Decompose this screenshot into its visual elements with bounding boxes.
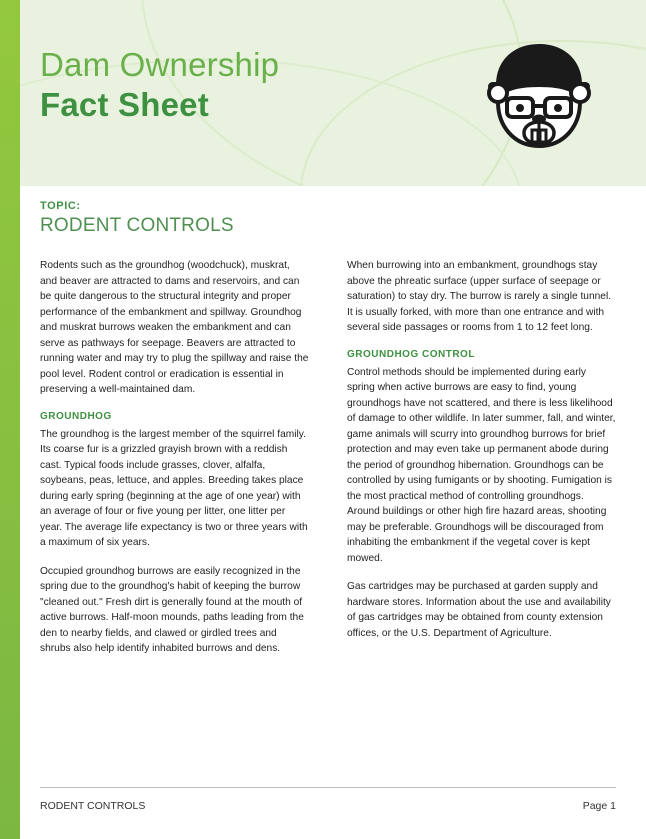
body-columns: [40, 258, 616, 670]
footer-topic-label: RODENT CONTROLS: [40, 800, 146, 812]
paragraph: The groundhog is the largest member of the squirrel family. Its coarse fur is a grizzled grayish brown with a reddish cast. Typical foods include grasses, clover, alfalfa, soybeans, peas, lettuce, and apples. Breeding takes place during early spring (beginning at the age of one year) with an average of four or five young per litter, one litter per year. The average life expectancy is two or three years with a maximum of six years.: [40, 428, 308, 548]
paragraph: Control methods should be implemented during early spring when active burrows are easy to find, young groundhogs have not scattered, and there is less likelihood of damage to other wildlife. In later summer, fall, and winter, game animals will scurry into groundhog burrows for brief protection and may even take up permanent abode during the period of groundhog hibernation. Groundhogs can be controlled by using fumigants or by shooting. Fumigation is the most practical method of controlling groundhogs. Around buildings or other high fire hazard areas, shooting may be preferable. Groundhogs will be discouraged from inhabiting the embankment if the vegetal cover is kept mowed.: [347, 366, 616, 564]
left-accent-band: [0, 0, 20, 839]
topic-block: [40, 200, 234, 237]
paragraph: Gas cartridges may be purchased at garden supply and hardware stores. Information about the use and availability of gas cartridges may be obtained from county extension offices, or the U.S. Department of Agriculture.: [347, 581, 611, 639]
left-column: [40, 258, 309, 670]
document-header: [20, 0, 646, 186]
title-line-secondary: Fact Sheet: [40, 85, 209, 123]
right-column: [347, 258, 616, 670]
page-footer: [40, 800, 616, 812]
section-heading-groundhog: GROUNDHOG: [40, 410, 112, 422]
section-heading-groundhog-control: GROUNDHOG CONTROL: [347, 348, 475, 360]
topic-title: RODENT CONTROLS: [40, 215, 234, 236]
paragraph: When burrowing into an embankment, groundhogs stay above the phreatic surface (upper surface of seepage or saturation) to stay dry. The burrow is rarely a single tunnel. It is usually forked, with more than one entrance and with several side passages or rooms from 1 to 12 feet long.: [347, 260, 612, 333]
paragraph: Rodents such as the groundhog (woodchuck), muskrat, and beaver are attracted to dams and reservoirs, and can be quite dangerous to the structural integrity and proper performance of the embankment and spillway. Groundhog and muskrat burrows weaken the embankment and can serve as pathways for seepage. Beavers are attracted to running water and may try to plug the spillway and raise the pool level. Rodent control or eradication is essential in preserving a well-maintained dam.: [40, 260, 309, 395]
footer-divider: [40, 787, 616, 788]
paragraph: Occupied groundhog burrows are easily recognized in the spring due to the groundhog's habit of keeping the burrow "cleaned out." Fresh dirt is generally found at the mouth of active burrows. Half-moon mounds, paths leading from the den to nearby fields, and clawed or girdled trees and shrubs also help identify inhabited burrows and dens.: [40, 565, 304, 654]
footer-page-number: Page 1: [582, 800, 616, 812]
topic-label: TOPIC:: [40, 200, 81, 212]
title-line-primary: Dam Ownership: [40, 46, 280, 83]
page-title: [40, 46, 279, 124]
beaver-hardhat-logo-icon: [474, 30, 604, 160]
